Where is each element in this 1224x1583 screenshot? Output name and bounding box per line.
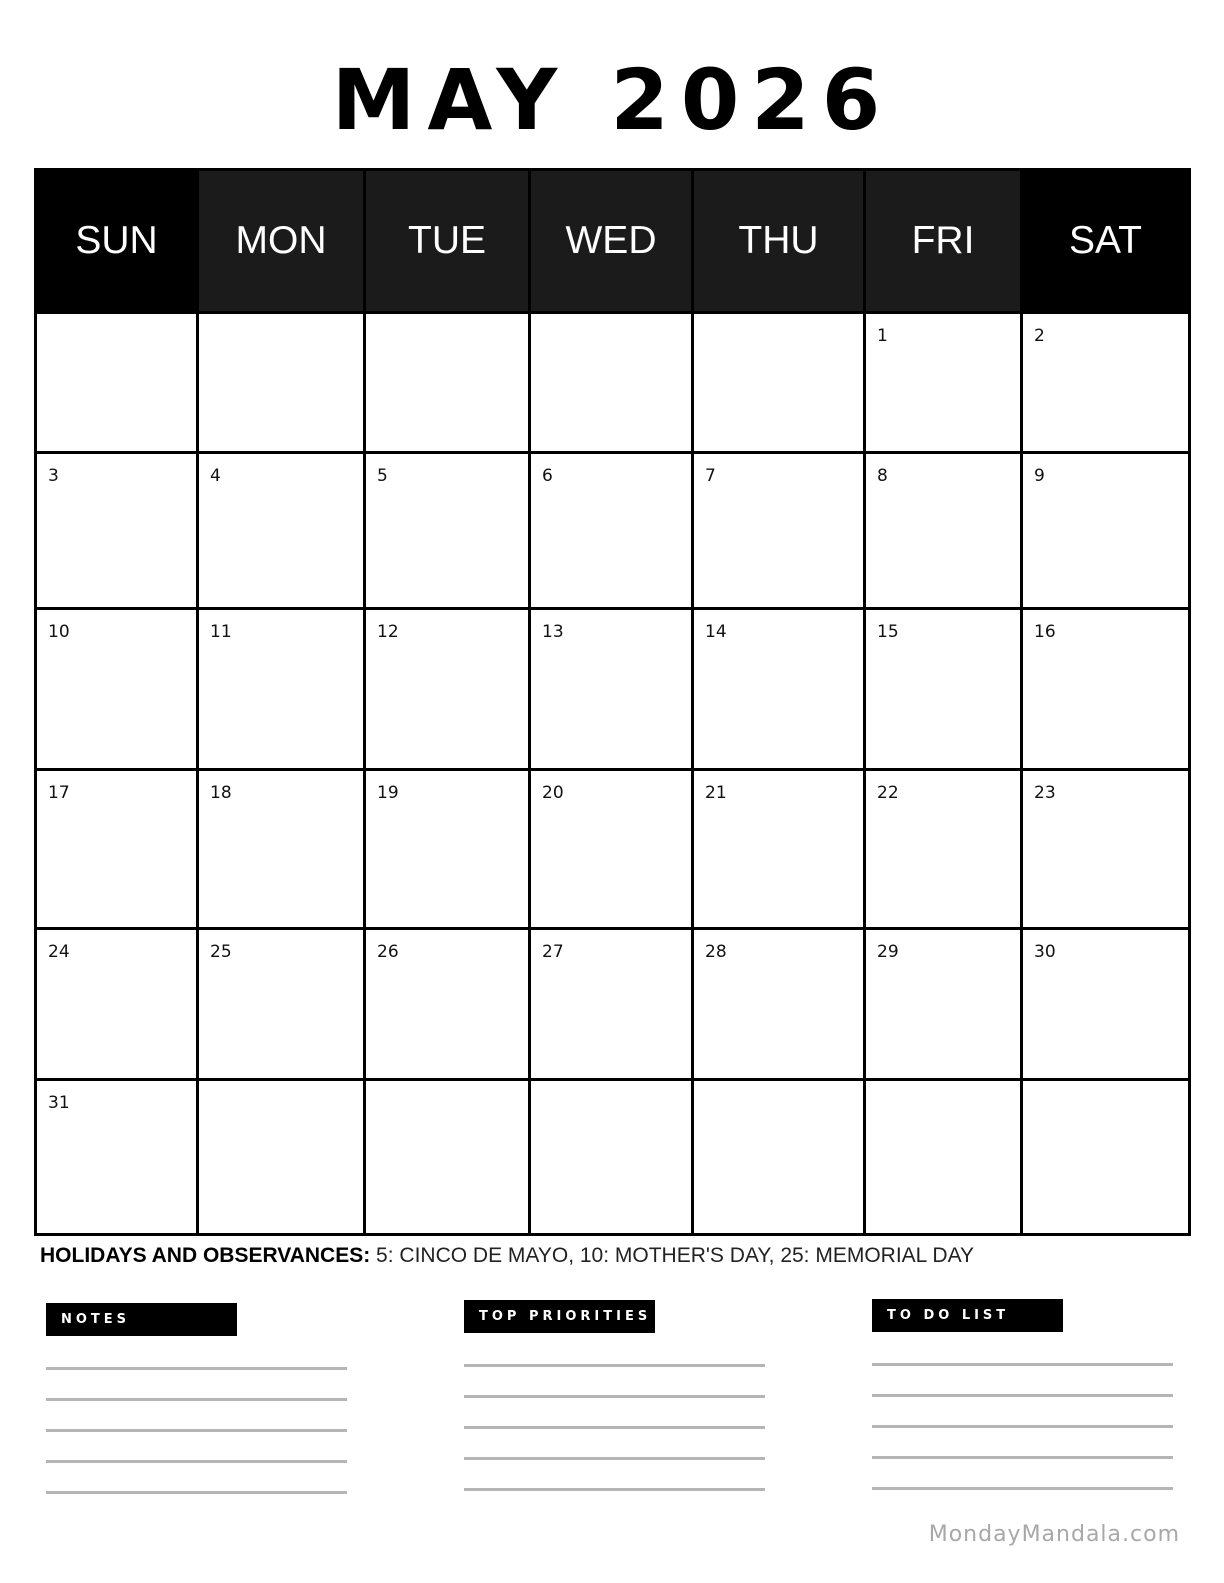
- week-row: [36, 453, 1190, 609]
- day-number: 20: [542, 783, 564, 803]
- day-number: 3: [48, 466, 59, 486]
- day-number: 18: [210, 783, 232, 803]
- weekday-header-row: [36, 170, 1190, 313]
- day-number: 13: [542, 622, 564, 642]
- day-cell[interactable]: [865, 313, 1022, 453]
- day-number: 19: [377, 783, 399, 803]
- weekday-header: WED: [530, 170, 693, 313]
- priorities-line[interactable]: [464, 1364, 765, 1367]
- notes-line[interactable]: [46, 1460, 347, 1463]
- week-row: [36, 1080, 1190, 1235]
- holidays-label: HOLIDAYS AND OBSERVANCES:: [40, 1244, 371, 1267]
- day-number: 11: [210, 622, 232, 642]
- day-number: 26: [377, 942, 399, 962]
- day-cell[interactable]: [1022, 929, 1190, 1080]
- weekday-header: SAT: [1022, 170, 1190, 313]
- day-cell[interactable]: [865, 609, 1022, 770]
- day-number: 16: [1034, 622, 1056, 642]
- todo-section: [872, 1299, 1174, 1490]
- day-number: 31: [48, 1093, 70, 1113]
- day-cell[interactable]: [1022, 313, 1190, 453]
- day-number: 15: [877, 622, 899, 642]
- day-cell[interactable]: [365, 453, 530, 609]
- day-cell[interactable]: [530, 770, 693, 929]
- day-number: 22: [877, 783, 899, 803]
- top-priorities-heading: TOP PRIORITIES: [464, 1300, 655, 1333]
- day-cell[interactable]: [198, 770, 365, 929]
- day-number: 24: [48, 942, 70, 962]
- day-cell[interactable]: [693, 770, 865, 929]
- day-cell[interactable]: [865, 770, 1022, 929]
- day-cell[interactable]: [1022, 609, 1190, 770]
- day-number: 12: [377, 622, 399, 642]
- day-cell[interactable]: [36, 770, 198, 929]
- day-number: 17: [48, 783, 70, 803]
- calendar-grid: [34, 168, 1191, 1236]
- empty-day-cell[interactable]: [693, 1080, 865, 1235]
- empty-day-cell[interactable]: [1022, 1080, 1190, 1235]
- day-number: 28: [705, 942, 727, 962]
- day-cell[interactable]: [693, 609, 865, 770]
- empty-day-cell[interactable]: [530, 313, 693, 453]
- day-cell[interactable]: [365, 609, 530, 770]
- todo-line[interactable]: [872, 1394, 1173, 1397]
- empty-day-cell[interactable]: [36, 313, 198, 453]
- empty-day-cell[interactable]: [365, 1080, 530, 1235]
- priorities-line[interactable]: [464, 1426, 765, 1429]
- day-cell[interactable]: [36, 609, 198, 770]
- weekday-header: FRI: [865, 170, 1022, 313]
- todo-line[interactable]: [872, 1456, 1173, 1459]
- priorities-line[interactable]: [464, 1488, 765, 1491]
- day-number: 30: [1034, 942, 1056, 962]
- day-cell[interactable]: [693, 929, 865, 1080]
- week-row: [36, 929, 1190, 1080]
- priorities-line[interactable]: [464, 1457, 765, 1460]
- notes-line[interactable]: [46, 1491, 347, 1494]
- todo-line[interactable]: [872, 1487, 1173, 1490]
- notes-line[interactable]: [46, 1367, 347, 1370]
- day-cell[interactable]: [693, 453, 865, 609]
- day-number: 29: [877, 942, 899, 962]
- site-watermark: MondayMandala.com: [928, 1522, 1180, 1547]
- calendar-title: MAY 2026: [331, 51, 893, 149]
- day-cell[interactable]: [865, 929, 1022, 1080]
- priorities-line[interactable]: [464, 1395, 765, 1398]
- notes-heading: NOTES: [46, 1303, 237, 1336]
- todo-line[interactable]: [872, 1363, 1173, 1366]
- weekday-header: SUN: [36, 170, 198, 313]
- day-cell[interactable]: [198, 609, 365, 770]
- day-number: 21: [705, 783, 727, 803]
- empty-day-cell[interactable]: [693, 313, 865, 453]
- notes-section: [46, 1303, 348, 1494]
- day-number: 6: [542, 466, 553, 486]
- weekday-header: MON: [198, 170, 365, 313]
- day-number: 4: [210, 466, 221, 486]
- empty-day-cell[interactable]: [198, 313, 365, 453]
- empty-day-cell[interactable]: [530, 1080, 693, 1235]
- day-number: 14: [705, 622, 727, 642]
- day-number: 9: [1034, 466, 1045, 486]
- day-cell[interactable]: [36, 453, 198, 609]
- day-number: 1: [877, 326, 888, 346]
- day-cell[interactable]: [530, 609, 693, 770]
- top-priorities-section: [464, 1300, 766, 1491]
- day-cell[interactable]: [36, 1080, 198, 1235]
- day-number: 27: [542, 942, 564, 962]
- empty-day-cell[interactable]: [365, 313, 530, 453]
- day-number: 7: [705, 466, 716, 486]
- notes-line[interactable]: [46, 1429, 347, 1432]
- notes-line[interactable]: [46, 1398, 347, 1401]
- holidays-text: 5: CINCO DE MAYO, 10: MOTHER'S DAY, 25: MEMORIAL DAY: [370, 1244, 975, 1267]
- holidays-observances: [40, 1243, 974, 1269]
- empty-day-cell[interactable]: [198, 1080, 365, 1235]
- day-cell[interactable]: [365, 929, 530, 1080]
- day-cell[interactable]: [530, 929, 693, 1080]
- week-row: [36, 313, 1190, 453]
- day-number: 8: [877, 466, 888, 486]
- day-number: 23: [1034, 783, 1056, 803]
- weekday-header: THU: [693, 170, 865, 313]
- day-cell[interactable]: [1022, 770, 1190, 929]
- weekday-header: TUE: [365, 170, 530, 313]
- day-number: 25: [210, 942, 232, 962]
- day-cell[interactable]: [198, 929, 365, 1080]
- day-cell[interactable]: [365, 770, 530, 929]
- todo-line[interactable]: [872, 1425, 1173, 1428]
- empty-day-cell[interactable]: [865, 1080, 1022, 1235]
- week-row: [36, 609, 1190, 770]
- day-cell[interactable]: [1022, 453, 1190, 609]
- day-number: 5: [377, 466, 388, 486]
- todo-heading: TO DO LIST: [872, 1299, 1063, 1332]
- week-row: [36, 770, 1190, 929]
- day-cell[interactable]: [530, 453, 693, 609]
- day-number: 10: [48, 622, 70, 642]
- day-cell[interactable]: [865, 453, 1022, 609]
- day-number: 2: [1034, 326, 1045, 346]
- day-cell[interactable]: [36, 929, 198, 1080]
- day-cell[interactable]: [198, 453, 365, 609]
